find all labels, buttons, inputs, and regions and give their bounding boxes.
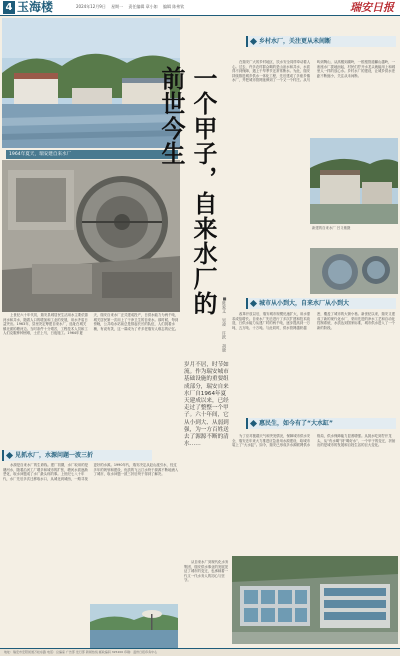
diamond-icon	[250, 38, 257, 45]
paragraph: 为了应对极端天气和突发情况，保障城市供水安全，瑞安近年来大力推进应急备用水源建设，给城市装上了“大水缸”。如今，瑞安已形成多水源联网供水格局，供水保障能力显著增强。从挑水吃到拧开龙头，从“有水喝”到“喝好水”，一个甲子的变迁，折射出的是城市的发展和百姓生活的巨大变化。	[232, 434, 396, 448]
article-title: 一个甲子，自来水厂的前世今生	[157, 66, 217, 316]
subheading-city-growth	[246, 298, 396, 309]
paragraph: 从自来水厂到现代化水务集团，瑞安供水事业的发展见证了城市的变迁，也承载着一代又一代水务人的初心与坚守。	[184, 560, 229, 583]
photo-caption: 1964年夏天，瑞安建自来水厂	[6, 150, 178, 159]
photo-caption-right: 新建的自来水厂 吕义敏摄	[312, 226, 351, 230]
rural-waterworks-photo	[310, 138, 398, 224]
header-editor: 责任编辑 章小如	[128, 4, 158, 9]
waterworks-photo	[2, 18, 180, 148]
paragraph: 上世纪六十年代初，瑞安县城居民生活用水主要依靠河水和井水，随着人口的增加和工业的发展，用水矛盾日益突出。1963年，县里决定筹建自来水厂，选址在城关镇北面的塘河边。当时条件十分艰苦，工程技术人员和工人们克服种种困难，土法上马，日夜施工。1964年夏天，瑞安自来水厂正式建成投产，日供水能力为两千吨，城关居民第一次用上了干净卫生的自来水。那时候，每到傍晚，公共给水站前总是排起长长的队伍，人们挑着水桶，有说有笑，这一幕成为了许多老瑞安人难忘的记忆。	[3, 313, 179, 336]
article-byline: ■陈爱文 吴凌 许跃 胡晓	[222, 296, 227, 352]
header-designer: 编辑 陈弗钦	[162, 4, 185, 9]
reservoir-photo	[90, 604, 178, 654]
page-header	[0, 0, 400, 16]
article-body-section-1	[3, 313, 179, 450]
header-meta	[76, 4, 188, 10]
tanks-photo	[2, 160, 180, 312]
subheading-text: 惠民生，如今有了“大水缸”	[259, 420, 333, 427]
diamond-icon	[6, 452, 13, 459]
subheading-rural-waterworks	[246, 36, 396, 47]
article-body-mid	[184, 560, 230, 654]
page-footer: 地址：瑞安市安阳街道万松东路 电话：总编室 广告部 发行部 新闻热线 邮政编码 325200 印刷：温州日报印务中心	[0, 648, 400, 656]
page-number: 4	[3, 1, 15, 14]
article-body-city	[232, 312, 397, 416]
article-intro: 岁月不居，时节如流。作为瑞安城市基础设施的重要组成部分，瑞安自来水厂自1964年夏天建成以来，已经走过了整整一个甲子。六十年间，它从小到大、从弱到强，为一方百姓送去了源源不断的清水……	[184, 362, 229, 448]
tank-aerial-photo	[310, 248, 398, 294]
paragraph: 在瑞安广大的乡村地区，饮水安全同样牵动着人心。过去，许多农村群众喝的是山泉水和井水，水质得不到保障，遇上干旱季节还常常断水。为此，瑞安持续推进城乡供水一体化工程，先后建成了多座乡镇水厂，并把城市管网延伸到了一个又一个村庄。从马屿到陶山，从高楼到湖岭，一根根管道翻山越岭，一座座水厂拔地而起，村民们拧开水龙头就能用上和城里人一样的放心水。乡村水厂的建设，让城乡供水差距不断缩小，关注从未间断。	[232, 60, 395, 83]
section-title: 玉海楼	[17, 0, 54, 14]
paragraph: 水源是自来水厂的生命线。建厂初期，水厂取用的是塘河水，随着沿河工厂增多和城市的扩张，塘河水质逐渐恶化，取水问题成了水厂最头疼的事。上世纪七八十年代，水厂先后多次迁移取水口，从城北到城西，一路寻找更好的水源。1990年代，瑞安决定从赵山渡引水，经过多年的规划和建设，优质的飞云江水终于源源不断地流入了城市，取水问题一波三折后终于得到了解决。	[3, 463, 179, 481]
subheading-water-source	[2, 450, 152, 461]
header-weekday: 星期一	[111, 4, 124, 9]
paragraph: 改革开放以后，瑞安城市规模迅速扩大，用水需求成倍增长。自来水厂先后进行了多次扩建和技术改造，日供水能力从建厂时的两千吨，逐步提高到一万吨、五万吨、十万吨。与此同时，供水管网越织越密，覆盖了城市的大街小巷。新世纪以来，瑞安又建成了新的现代化水厂，采用先进的净水工艺和自动化控制系统，水质达到国家标准，城市供水进入了一个新的阶段。	[232, 312, 395, 330]
subheading-text: 乡村水厂，关注更从未间断	[259, 38, 332, 45]
header-date: 2024年12月9日	[76, 4, 106, 9]
modern-plant-aerial-photo	[232, 556, 398, 644]
subheading-text: 见抓水厂，水源问题一波三折	[15, 452, 94, 459]
subheading-livelihood	[246, 418, 396, 429]
article-body-livelihood	[232, 434, 397, 554]
subheading-text: 城市从小到大，自来水厂从小到大	[259, 300, 350, 307]
newspaper-logo: 瑞安日报	[350, 1, 394, 14]
diamond-icon	[250, 300, 257, 307]
diamond-icon	[250, 420, 257, 427]
